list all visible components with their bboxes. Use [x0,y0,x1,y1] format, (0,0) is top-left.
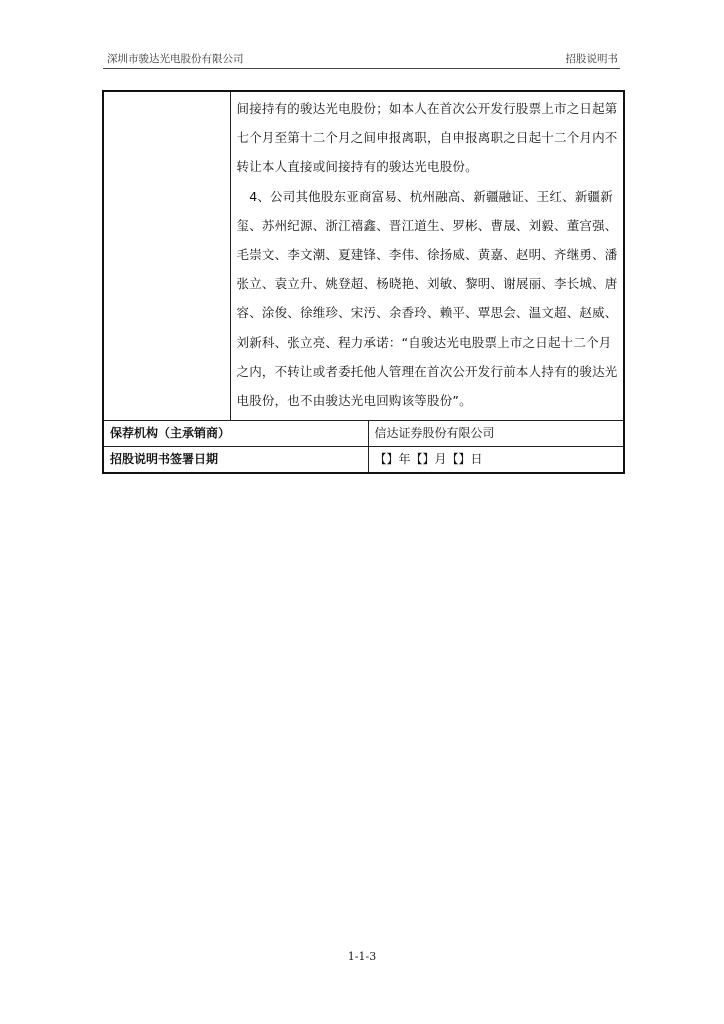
header-company-name: 深圳市骏达光电股份有限公司 [107,53,244,65]
commitment-line: 张立、袁立升、姚登超、杨晓艳、刘敏、黎明、谢展丽、李长城、唐 [236,276,618,292]
commitment-line: 电股份，也不由骏达光电回购该等股份”。 [236,393,472,409]
page-number: 1-1-3 [347,950,377,963]
commitment-line: 毛崇文、李文潮、夏建锋、李伟、徐扬威、黄嘉、赵明、齐继勇、潘 [236,247,618,263]
table-row-sponsor [103,421,624,447]
commitment-line: 间接持有的骏达光电股份；如本人在首次公开发行股票上市之日起第 [236,101,618,116]
commitment-line: 4、公司其他股东亚商富易、杭州融高、新疆融证、王红、新疆新 [236,188,613,204]
header-document-type: 招股说明书 [565,53,618,65]
empty-label-cell [103,91,230,421]
commitment-line: 之内，不转让或者委托他人管理在首次公开发行前本人持有的骏达光 [236,363,618,379]
sponsor-label: 保荐机构（主承销商） [103,421,368,447]
page-header [107,51,618,68]
prospectus-info-table [102,90,625,474]
table-row-signing-date [103,447,624,474]
commitment-line: 刘新科、张立亮、程力承诺：“自骏达光电股票上市之日起十二个月 [236,334,612,350]
signing-date-label: 招股说明书签署日期 [103,447,368,474]
commitment-line: 七个月至第十二个月之间申报离职，自申报离职之日起十二个月内不 [236,130,618,146]
table-row-commitment [103,91,624,421]
commitment-text-cell [230,91,624,421]
commitment-line: 玺、苏州纪源、浙江禧鑫、晋江道生、罗彬、曹晟、刘毅、董宫强、 [236,217,618,233]
signing-date-value: 【】年【】月【】日 [368,447,624,474]
sponsor-value: 信达证券股份有限公司 [368,421,624,447]
commitment-line: 转让本人直接或间接持有的骏达光电股份。 [236,159,478,175]
header-divider [103,68,620,69]
commitment-line: 容、涂俊、徐维珍、宋汚、余香玲、赖平、覃思会、温文超、赵威、 [236,305,618,321]
